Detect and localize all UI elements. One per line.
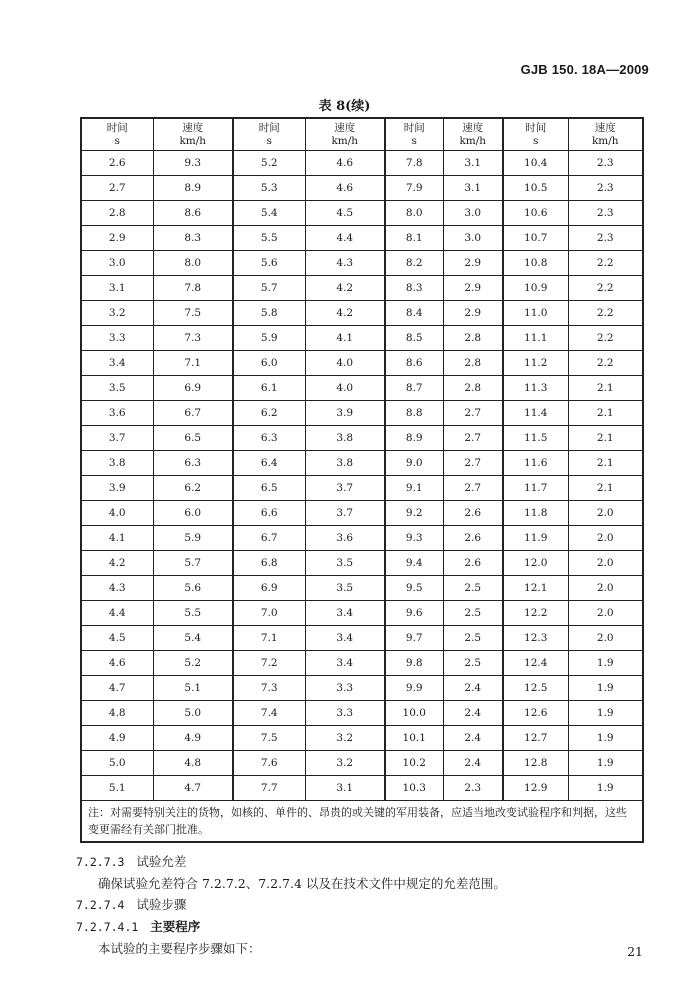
table-cell: 4.9: [81, 726, 153, 751]
table-cell: 1.9: [568, 651, 643, 676]
table-cell: 11.6: [503, 451, 568, 476]
table-cell: 2.2: [568, 251, 643, 276]
table-cell: 2.1: [568, 451, 643, 476]
column-header-unit: s: [114, 134, 120, 147]
column-header-unit: s: [533, 134, 539, 147]
table-cell: 12.3: [503, 626, 568, 651]
table-cell: 2.8: [81, 201, 153, 226]
column-header-label: 速度: [334, 121, 356, 134]
table-cell: 7.6: [233, 751, 305, 776]
table-cell: 2.1: [568, 376, 643, 401]
table-cell: 5.7: [233, 276, 305, 301]
table-cell: 8.1: [385, 226, 443, 251]
table-cell: 3.2: [305, 751, 385, 776]
table-cell: 4.2: [305, 301, 385, 326]
column-header: [503, 118, 568, 151]
table-cell: 7.1: [233, 626, 305, 651]
table-cell: 2.5: [443, 651, 503, 676]
section-title: 主要程序: [150, 919, 201, 934]
table-row: [81, 676, 643, 701]
table-cell: 6.3: [153, 451, 233, 476]
table-cell: 8.6: [385, 351, 443, 376]
table-cell: 7.3: [233, 676, 305, 701]
table-cell: 7.5: [153, 301, 233, 326]
table-cell: 6.3: [233, 426, 305, 451]
table-cell: 10.1: [385, 726, 443, 751]
table-cell: 2.0: [568, 626, 643, 651]
table-cell: 2.1: [568, 476, 643, 501]
table-cell: 2.0: [568, 551, 643, 576]
table-row: [81, 601, 643, 626]
table-cell: 9.3: [385, 526, 443, 551]
table-cell: 8.4: [385, 301, 443, 326]
table-cell: 12.8: [503, 751, 568, 776]
table-cell: 6.4: [233, 451, 305, 476]
column-header-label: 速度: [594, 121, 616, 134]
table-cell: 12.9: [503, 776, 568, 801]
section-7-2-7-3: [76, 852, 186, 870]
table-row: [81, 726, 643, 751]
table-row: [81, 701, 643, 726]
table-cell: 7.2: [233, 651, 305, 676]
table-row: [81, 751, 643, 776]
table-cell: 8.0: [153, 251, 233, 276]
table-cell: 2.6: [443, 551, 503, 576]
section-title: 试验步骤: [136, 897, 187, 912]
table-cell: 3.6: [305, 526, 385, 551]
table-row: [81, 401, 643, 426]
table-note: 注：对需要特别关注的货物，如核的、单件的、昂贵的或关键的军用装备，应适当地改变试验程序和判据，这些变更需经有关部门批准。: [81, 801, 643, 843]
table-cell: 5.2: [153, 651, 233, 676]
table-cell: 10.5: [503, 176, 568, 201]
column-header: [233, 118, 305, 151]
column-header: [305, 118, 385, 151]
table-cell: 3.1: [443, 176, 503, 201]
table-row: [81, 526, 643, 551]
table-cell: 3.1: [443, 151, 503, 176]
column-header-label: 时间: [525, 121, 547, 134]
table-cell: 2.9: [443, 251, 503, 276]
table-cell: 2.7: [81, 176, 153, 201]
table-row: [81, 351, 643, 376]
table-cell: 2.9: [443, 301, 503, 326]
table-cell: 11.8: [503, 501, 568, 526]
table-cell: 6.6: [233, 501, 305, 526]
column-header-unit: km/h: [179, 134, 207, 147]
section-7-2-7-4-1-text: 本试验的主要程序步骤如下：: [98, 941, 261, 956]
table-caption: 表 8(续): [318, 99, 371, 114]
table-cell: 4.1: [305, 326, 385, 351]
table-cell: 4.2: [305, 276, 385, 301]
table-cell: 4.2: [81, 551, 153, 576]
table-cell: 9.8: [385, 651, 443, 676]
table-cell: 3.0: [81, 251, 153, 276]
table-cell: 2.6: [443, 526, 503, 551]
column-header-label: 速度: [182, 121, 204, 134]
table-cell: 8.8: [385, 401, 443, 426]
column-header-unit: km/h: [331, 134, 359, 147]
table-cell: 5.3: [233, 176, 305, 201]
table-cell: 9.7: [385, 626, 443, 651]
column-header-unit: s: [266, 134, 272, 147]
table-cell: 12.7: [503, 726, 568, 751]
table-cell: 5.5: [233, 226, 305, 251]
table-cell: 2.1: [568, 401, 643, 426]
column-header: [81, 118, 153, 151]
table-row: [81, 151, 643, 176]
table-cell: 11.0: [503, 301, 568, 326]
table-cell: 3.4: [81, 351, 153, 376]
time-speed-table: [80, 117, 644, 843]
table-cell: 5.4: [153, 626, 233, 651]
table-cell: 3.6: [81, 401, 153, 426]
table-row: [81, 301, 643, 326]
table-cell: 3.4: [305, 626, 385, 651]
table-cell: 2.7: [443, 401, 503, 426]
section-title: 试验允差: [136, 854, 187, 869]
table-cell: 9.4: [385, 551, 443, 576]
table-cell: 1.9: [568, 676, 643, 701]
table-cell: 1.9: [568, 726, 643, 751]
table-cell: 8.3: [153, 226, 233, 251]
table-cell: 3.8: [305, 426, 385, 451]
table-cell: 8.9: [385, 426, 443, 451]
table-cell: 11.2: [503, 351, 568, 376]
table-cell: 5.5: [153, 601, 233, 626]
table-cell: 3.0: [443, 226, 503, 251]
table-cell: 4.6: [305, 151, 385, 176]
table-cell: 2.0: [568, 576, 643, 601]
table-cell: 7.3: [153, 326, 233, 351]
table-cell: 4.1: [81, 526, 153, 551]
table-note-row: [81, 801, 643, 843]
table-header-row: [81, 118, 643, 151]
table-cell: 2.3: [568, 226, 643, 251]
table-cell: 2.4: [443, 701, 503, 726]
table-cell: 2.1: [568, 426, 643, 451]
table-cell: 1.9: [568, 701, 643, 726]
table-cell: 4.0: [305, 376, 385, 401]
table-cell: 4.4: [81, 601, 153, 626]
section-number: 7.2.7.3: [76, 855, 125, 869]
table-cell: 5.6: [233, 251, 305, 276]
table-cell: 6.0: [153, 501, 233, 526]
table-cell: 6.0: [233, 351, 305, 376]
page-number: 21: [627, 944, 643, 959]
table-row: [81, 251, 643, 276]
table-cell: 2.4: [443, 726, 503, 751]
table-cell: 6.8: [233, 551, 305, 576]
table-cell: 6.5: [233, 476, 305, 501]
table-cell: 8.2: [385, 251, 443, 276]
table-cell: 5.1: [153, 676, 233, 701]
table-cell: 11.1: [503, 326, 568, 351]
table-cell: 2.4: [443, 676, 503, 701]
table-cell: 3.5: [305, 551, 385, 576]
column-header-label: 时间: [258, 121, 280, 134]
table-cell: 4.3: [81, 576, 153, 601]
table-cell: 9.0: [385, 451, 443, 476]
table-row: [81, 451, 643, 476]
table-cell: 3.0: [443, 201, 503, 226]
table-cell: 2.3: [443, 776, 503, 801]
table-cell: 2.7: [443, 426, 503, 451]
table-row: [81, 651, 643, 676]
table-cell: 12.6: [503, 701, 568, 726]
table-cell: 7.5: [233, 726, 305, 751]
table-cell: 7.9: [385, 176, 443, 201]
table-cell: 5.0: [153, 701, 233, 726]
column-header: [385, 118, 443, 151]
table-cell: 4.8: [153, 751, 233, 776]
table-cell: 2.6: [443, 501, 503, 526]
table-cell: 7.0: [233, 601, 305, 626]
table-cell: 11.7: [503, 476, 568, 501]
table-cell: 2.4: [443, 751, 503, 776]
table-cell: 4.6: [81, 651, 153, 676]
table-cell: 7.8: [385, 151, 443, 176]
table-cell: 2.2: [568, 276, 643, 301]
table-cell: 3.5: [305, 576, 385, 601]
table-cell: 11.4: [503, 401, 568, 426]
table-row: [81, 201, 643, 226]
table-cell: 3.3: [305, 701, 385, 726]
table-cell: 2.7: [443, 451, 503, 476]
table-cell: 4.7: [153, 776, 233, 801]
table-cell: 2.0: [568, 526, 643, 551]
column-header: [568, 118, 643, 151]
table-row: [81, 501, 643, 526]
table-cell: 5.1: [81, 776, 153, 801]
table-cell: 6.7: [153, 401, 233, 426]
column-header-label: 时间: [403, 121, 425, 134]
section-7-2-7-3-text: 确保试验允差符合 7.2.7.2、7.2.7.4 以及在技术文件中规定的允差范围。: [98, 876, 506, 891]
table-row: [81, 376, 643, 401]
table-row: [81, 176, 643, 201]
column-header-unit: km/h: [591, 134, 619, 147]
table-cell: 12.0: [503, 551, 568, 576]
table-cell: 5.9: [153, 526, 233, 551]
table-cell: 9.3: [153, 151, 233, 176]
table-cell: 12.2: [503, 601, 568, 626]
table-cell: 2.9: [81, 226, 153, 251]
table-row: [81, 776, 643, 801]
table-cell: 3.8: [81, 451, 153, 476]
table-cell: 3.9: [305, 401, 385, 426]
table-row: [81, 276, 643, 301]
table-row: [81, 426, 643, 451]
table-cell: 8.7: [385, 376, 443, 401]
table-cell: 2.5: [443, 576, 503, 601]
table-cell: 8.5: [385, 326, 443, 351]
table-cell: 3.7: [305, 501, 385, 526]
table-cell: 4.7: [81, 676, 153, 701]
table-cell: 3.2: [81, 301, 153, 326]
column-header-label: 速度: [462, 121, 484, 134]
table-cell: 7.8: [153, 276, 233, 301]
table-cell: 6.9: [233, 576, 305, 601]
table-row: [81, 476, 643, 501]
table-cell: 5.4: [233, 201, 305, 226]
table-cell: 3.5: [81, 376, 153, 401]
table-cell: 3.8: [305, 451, 385, 476]
table-cell: 3.4: [305, 601, 385, 626]
table-cell: 3.7: [305, 476, 385, 501]
table-cell: 12.4: [503, 651, 568, 676]
table-cell: 10.4: [503, 151, 568, 176]
table-cell: 6.5: [153, 426, 233, 451]
table-cell: 10.3: [385, 776, 443, 801]
table-cell: 4.4: [305, 226, 385, 251]
table-cell: 9.2: [385, 501, 443, 526]
table-cell: 11.5: [503, 426, 568, 451]
table-row: [81, 226, 643, 251]
table-cell: 2.0: [568, 601, 643, 626]
table-cell: 6.7: [233, 526, 305, 551]
table-cell: 5.2: [233, 151, 305, 176]
table-cell: 9.9: [385, 676, 443, 701]
table-cell: 11.3: [503, 376, 568, 401]
table-cell: 2.3: [568, 151, 643, 176]
table-cell: 2.8: [443, 351, 503, 376]
table-cell: 8.0: [385, 201, 443, 226]
table-cell: 3.1: [305, 776, 385, 801]
section-number: 7.2.7.4.1: [76, 920, 139, 934]
table-cell: 10.9: [503, 276, 568, 301]
table-cell: 7.7: [233, 776, 305, 801]
table-cell: 2.8: [443, 376, 503, 401]
table-cell: 2.2: [568, 301, 643, 326]
table-cell: 12.5: [503, 676, 568, 701]
table-cell: 9.1: [385, 476, 443, 501]
table-cell: 6.2: [153, 476, 233, 501]
column-header-unit: s: [411, 134, 417, 147]
table-cell: 3.7: [81, 426, 153, 451]
table-cell: 3.1: [81, 276, 153, 301]
table-row: [81, 551, 643, 576]
table-cell: 6.2: [233, 401, 305, 426]
table-cell: 6.1: [233, 376, 305, 401]
table-cell: 5.9: [233, 326, 305, 351]
table-cell: 4.5: [305, 201, 385, 226]
table-cell: 3.3: [305, 676, 385, 701]
table-cell: 1.9: [568, 751, 643, 776]
table-cell: 3.4: [305, 651, 385, 676]
table-cell: 2.0: [568, 501, 643, 526]
document-code: GJB 150. 18A—2009: [520, 62, 649, 77]
table-row: [81, 326, 643, 351]
table-cell: 8.6: [153, 201, 233, 226]
table-cell: 2.5: [443, 626, 503, 651]
section-7-2-7-4-1: [76, 917, 200, 935]
table-cell: 10.7: [503, 226, 568, 251]
column-header: [153, 118, 233, 151]
table-cell: 3.3: [81, 326, 153, 351]
table-cell: 11.9: [503, 526, 568, 551]
table-cell: 7.4: [233, 701, 305, 726]
table-cell: 5.8: [233, 301, 305, 326]
table-cell: 3.2: [305, 726, 385, 751]
table-cell: 10.2: [385, 751, 443, 776]
table-cell: 2.3: [568, 201, 643, 226]
table-cell: 8.9: [153, 176, 233, 201]
table-cell: 9.6: [385, 601, 443, 626]
column-header-unit: km/h: [459, 134, 487, 147]
table-cell: 4.5: [81, 626, 153, 651]
table-cell: 4.9: [153, 726, 233, 751]
table-cell: 2.6: [81, 151, 153, 176]
table-cell: 4.6: [305, 176, 385, 201]
section-7-2-7-4: [76, 895, 186, 913]
table-cell: 3.9: [81, 476, 153, 501]
table-cell: 2.3: [568, 176, 643, 201]
table-cell: 7.1: [153, 351, 233, 376]
table-cell: 6.9: [153, 376, 233, 401]
table-cell: 5.0: [81, 751, 153, 776]
table-cell: 2.2: [568, 326, 643, 351]
table-cell: 8.3: [385, 276, 443, 301]
table-cell: 2.5: [443, 601, 503, 626]
table-cell: 4.3: [305, 251, 385, 276]
table-cell: 5.6: [153, 576, 233, 601]
table-cell: 9.5: [385, 576, 443, 601]
table-cell: 1.9: [568, 776, 643, 801]
table-cell: 2.7: [443, 476, 503, 501]
table-cell: 2.8: [443, 326, 503, 351]
table-cell: 10.6: [503, 201, 568, 226]
column-header-label: 时间: [106, 121, 128, 134]
column-header: [443, 118, 503, 151]
table-cell: 4.0: [305, 351, 385, 376]
table-cell: 2.9: [443, 276, 503, 301]
table-cell: 2.2: [568, 351, 643, 376]
section-number: 7.2.7.4: [76, 898, 125, 912]
table-cell: 4.8: [81, 701, 153, 726]
table-cell: 12.1: [503, 576, 568, 601]
table-cell: 5.7: [153, 551, 233, 576]
table-row: [81, 576, 643, 601]
table-cell: 4.0: [81, 501, 153, 526]
table-cell: 10.8: [503, 251, 568, 276]
table-row: [81, 626, 643, 651]
table-cell: 10.0: [385, 701, 443, 726]
